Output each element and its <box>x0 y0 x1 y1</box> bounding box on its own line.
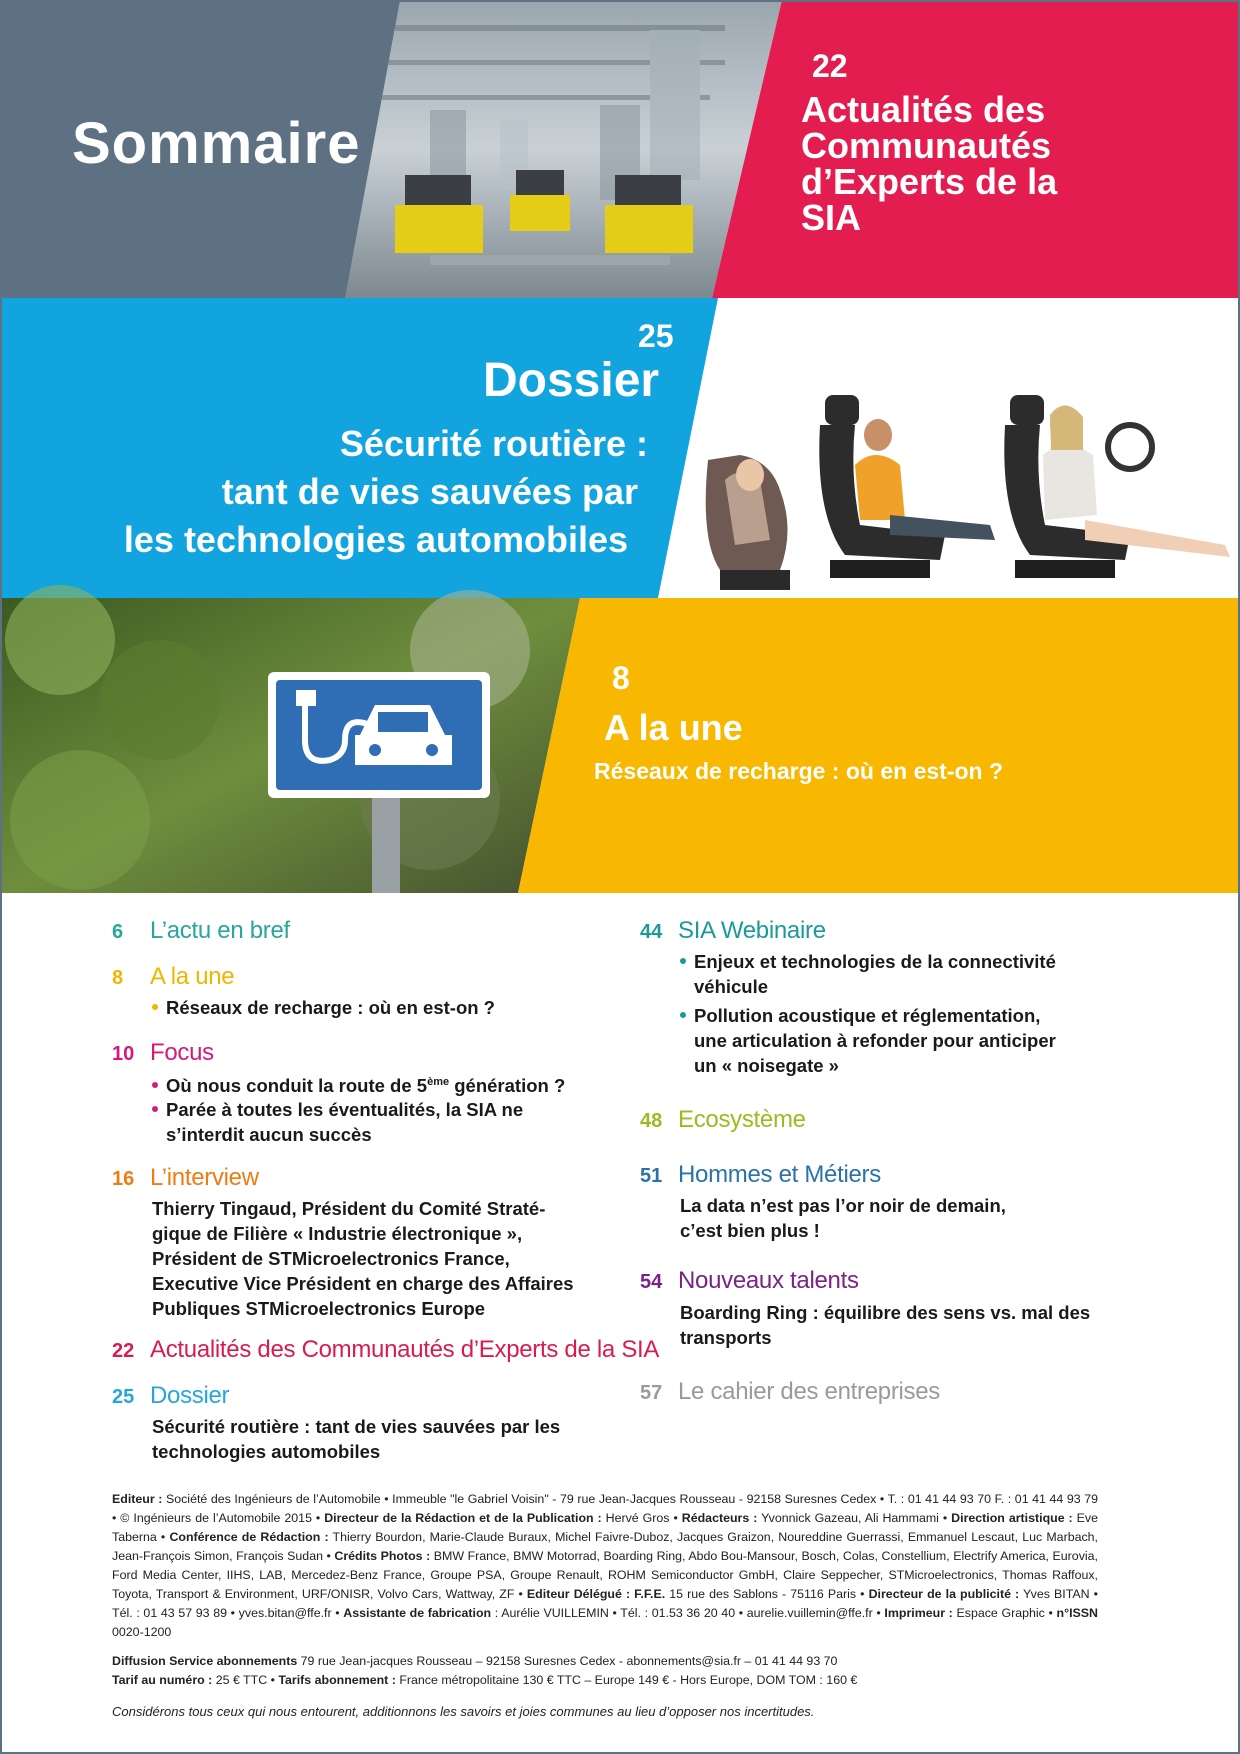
toc-entry-hommes-metiers[interactable] <box>640 1161 881 1189</box>
toc-article[interactable]: La data n’est pas l’or noir de demain, c’est bien plus ! <box>680 1195 1006 1241</box>
dossier-subtitle[interactable]: Sécurité routière : tant de vies sauvées par les technologies automobiles <box>123 423 648 560</box>
bullet-icon <box>680 958 686 964</box>
dossier-title[interactable]: Dossier <box>483 354 660 407</box>
toc-page-number: 6 <box>112 921 124 943</box>
toc-section-title: A la une <box>150 963 235 990</box>
dossier-page-number: 25 <box>638 318 674 354</box>
toc-article[interactable]: Thierry Tingaud, Président du Comité Straté- gique de Filière « Industrie électronique », Président de STMicroelectronics France, Executive Vice Président en charge des Affaires Publiques STMicroelectronics Europe <box>152 1198 574 1319</box>
une-page-number: 8 <box>612 660 630 696</box>
toc-page-number: 48 <box>640 1110 663 1132</box>
toc-page-number: 54 <box>640 1271 663 1293</box>
toc-page-number: 16 <box>112 1168 135 1190</box>
toc-article[interactable]: Où nous conduit la route de 5ème génération ? <box>152 1070 565 1098</box>
factory-photo <box>345 0 782 298</box>
toc-section-title: L’interview <box>150 1164 259 1191</box>
toc-entry-interview[interactable] <box>112 1164 259 1192</box>
toc-entry-actu-en-bref[interactable] <box>112 917 290 945</box>
toc-section-title: Dossier <box>150 1382 230 1409</box>
toc-article[interactable]: Réseaux de recharge : où en est-on ? <box>152 995 495 1020</box>
car-seats-photo <box>706 395 1230 590</box>
toc-entry-communautes[interactable] <box>112 1336 659 1364</box>
motto: Considérons tous ceux qui nous entourent, additionnons les savoirs et joies communes au lieu d’opposer nos incertitudes. <box>112 1704 815 1719</box>
une-title[interactable]: A la une <box>604 707 743 748</box>
bullet-icon <box>152 1082 158 1088</box>
toc-page-number: 44 <box>640 921 663 943</box>
toc-section-title: Focus <box>150 1039 214 1066</box>
toc-page-number: 8 <box>112 967 124 989</box>
toc-entry-nouveaux-talents[interactable] <box>640 1267 859 1295</box>
feature-experts-page-number: 22 <box>812 48 848 84</box>
pricing-info: Tarif au numéro : 25 € TTC • Tarifs abonnement : France métropolitaine 130 € TTC – Europe 149 € - Hors Europe, DOM TOM : 160 € <box>112 1673 858 1687</box>
ev-charging-sign-icon <box>268 672 490 798</box>
une-subtitle[interactable]: Réseaux de recharge : où en est-on ? <box>594 758 1004 784</box>
toc-page-number: 22 <box>112 1340 135 1362</box>
toc-article[interactable]: Pollution acoustique et réglementation, une articulation à refonder pour anticiper un « noisegate » <box>680 1003 1056 1078</box>
toc-page-number: 10 <box>112 1043 135 1065</box>
bullet-icon <box>152 1106 158 1112</box>
bullet-icon <box>152 1004 158 1010</box>
toc-entry-dossier[interactable] <box>112 1382 229 1410</box>
bullet-icon <box>680 1012 686 1018</box>
toc-section-title: Actualités des Communautés d’Experts de la SIA <box>150 1336 660 1363</box>
toc-entry-cahier-entreprises[interactable] <box>640 1378 940 1406</box>
toc-entry-a-la-une[interactable] <box>112 963 234 991</box>
toc-section-title: Hommes et Métiers <box>678 1161 881 1188</box>
toc-section-title: Le cahier des entreprises <box>678 1378 940 1405</box>
toc-entry-sia-webinaire[interactable] <box>640 917 826 945</box>
toc-page-number: 25 <box>112 1386 135 1408</box>
masthead-credits: Editeur : Société des Ingénieurs de l’Automobile • Immeuble "le Gabriel Voisin" - 79 rue Jean-Jacques Rousseau - 92158 Suresnes Cedex • T. : 01 41 44 93 70 F. : 01 41 44 93 79 • © Ingénieurs de l’Automobile 2015 • Directeur de la Rédaction et de la Publication : Hervé Gros • Rédacteurs : Yvonnick Gazeau, Ali Hammami • Direction artistique : Eve Taberna • Conférence de Rédaction : Thierry Bourdon, Marie-Claude Buraux, Michel Faivre-Duboz, Jacques Graizon, Noureddine Guerrassi, Emmanuel Lescaut, Luc Marbach, Jean-François Simon, François Sudan • Crédits Photos : BMW France, BMW Motorrad, Boarding Ring, Abdo Bou-Mansour, Bosch, Colas, Constellium, Electrify America, Eurovia, Ford Media Center, IIHS, LAB, Mercedez-Benz France, Groupe PSA, Groupe Renault, ROHM Semiconductor GmbH, Claire Seppecher, STMicroelectronics, Thomas Raffoux, Toyota, Transport & Environment, URF/ONISR, Volvo Cars, Wattway, ZF • Editeur Délégué : F.F.E. 15 rue des Sablons - 75116 Paris • Directeur de la publicité : Yves BITAN • Tél. : 01 43 57 93 89 • yves.bitan@ffe.fr • Assistante de fabrication : Aurélie VUILLEMIN • Tél. : 01.53 36 20 40 • aurelie.vuillemin@ffe.fr • Imprimeur : Espace Graphic • n°ISSN 0020-1200 <box>112 1492 1099 1639</box>
toc-section-title: Nouveaux talents <box>678 1267 859 1294</box>
toc-entry-ecosysteme[interactable] <box>640 1106 806 1134</box>
toc-section-title: SIA Webinaire <box>678 917 826 944</box>
toc-article[interactable]: Boarding Ring : équilibre des sens vs. mal des transports <box>680 1302 1091 1348</box>
page-title: Sommaire <box>72 111 361 176</box>
toc-article[interactable]: Sécurité routière : tant de vies sauvées par les technologies automobiles <box>152 1416 561 1462</box>
toc-article[interactable]: Enjeux et technologies de la connectivité véhicule <box>680 949 1056 999</box>
toc-page-number: 51 <box>640 1165 663 1187</box>
toc-entry-focus[interactable] <box>112 1039 214 1067</box>
subscription-info: Diffusion Service abonnements 79 rue Jean-jacques Rousseau – 92158 Suresnes Cedex - abonnements@sia.fr – 01 41 44 93 70 <box>112 1654 838 1668</box>
toc-page-number: 57 <box>640 1382 663 1404</box>
feature-experts-title[interactable]: Actualités des Communautés d’Experts de la SIA <box>801 89 1058 238</box>
toc-article[interactable]: Parée à toutes les éventualités, la SIA ne s’interdit aucun succès <box>152 1097 523 1147</box>
toc-section-title: L’actu en bref <box>150 917 290 944</box>
toc-section-title: Ecosystème <box>678 1106 806 1133</box>
